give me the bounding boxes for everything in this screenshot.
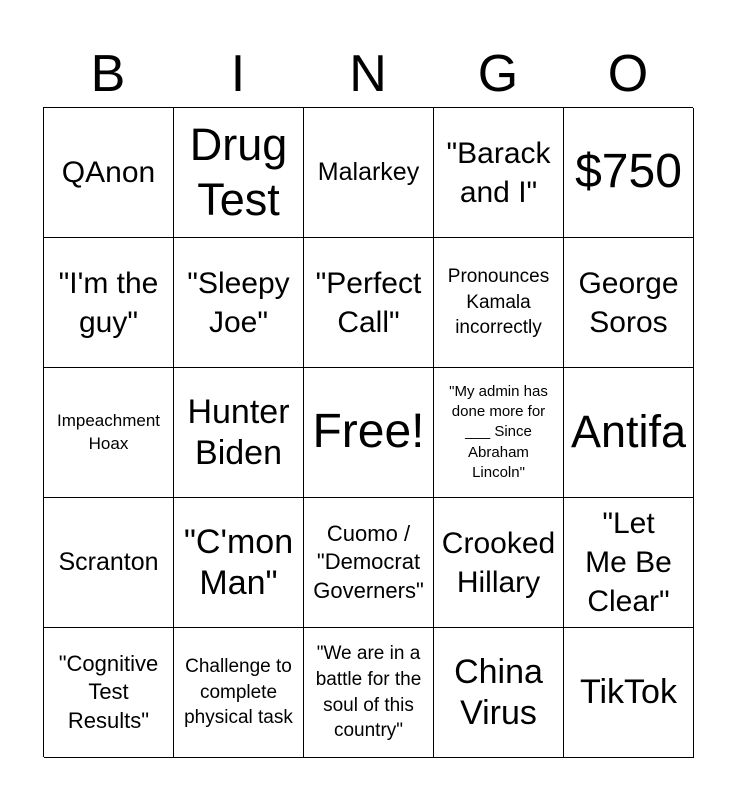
bingo-cell-r1c2[interactable]: Drug Test [174, 108, 304, 238]
bingo-cell-r5c4[interactable]: China Virus [434, 628, 564, 758]
bingo-cell-r4c4[interactable]: Crooked Hillary [434, 498, 564, 628]
header-letter-n: N [349, 45, 387, 103]
bingo-cell-r3c2[interactable]: Hunter Biden [174, 368, 304, 498]
bingo-cell-r3c4[interactable]: "My admin has done more for ___ Since Abraham Lincoln" [434, 368, 564, 498]
bingo-cell-free[interactable]: Free! [304, 368, 434, 498]
bingo-cell-r2c1[interactable]: "I'm the guy" [44, 238, 174, 368]
bingo-cell-r3c5[interactable]: Antifa [564, 368, 694, 498]
bingo-cell-r3c1[interactable]: Impeachment Hoax [44, 368, 174, 498]
bingo-cell-r5c2[interactable]: Challenge to complete physical task [174, 628, 304, 758]
bingo-cell-r5c1[interactable]: "Cognitive Test Results" [44, 628, 174, 758]
header-letter-g: G [477, 45, 519, 103]
bingo-cell-r5c3[interactable]: "We are in a battle for the soul of this country" [304, 628, 434, 758]
bingo-grid [43, 107, 693, 757]
header-letter-b: B [90, 45, 126, 103]
bingo-cell-r2c2[interactable]: "Sleepy Joe" [174, 238, 304, 368]
bingo-header [43, 40, 693, 108]
bingo-cell-r4c5[interactable]: "Let Me Be Clear" [564, 498, 694, 628]
bingo-cell-r4c3[interactable]: Cuomo / "Democrat Governers" [304, 498, 434, 628]
bingo-cell-r1c3[interactable]: Malarkey [304, 108, 434, 238]
header-letter-o: O [607, 45, 649, 103]
bingo-cell-r1c1[interactable]: QAnon [44, 108, 174, 238]
bingo-cell-r4c1[interactable]: Scranton [44, 498, 174, 628]
bingo-cell-r5c5[interactable]: TikTok [564, 628, 694, 758]
bingo-cell-r1c4[interactable]: "Barack and I" [434, 108, 564, 238]
bingo-cell-r2c3[interactable]: "Perfect Call" [304, 238, 434, 368]
bingo-cell-r4c2[interactable]: "C'mon Man" [174, 498, 304, 628]
header-letter-i: I [230, 45, 246, 103]
bingo-cell-r2c5[interactable]: George Soros [564, 238, 694, 368]
bingo-cell-r2c4[interactable]: Pronounces Kamala incorrectly [434, 238, 564, 368]
bingo-cell-r1c5[interactable]: $750 [564, 108, 694, 238]
